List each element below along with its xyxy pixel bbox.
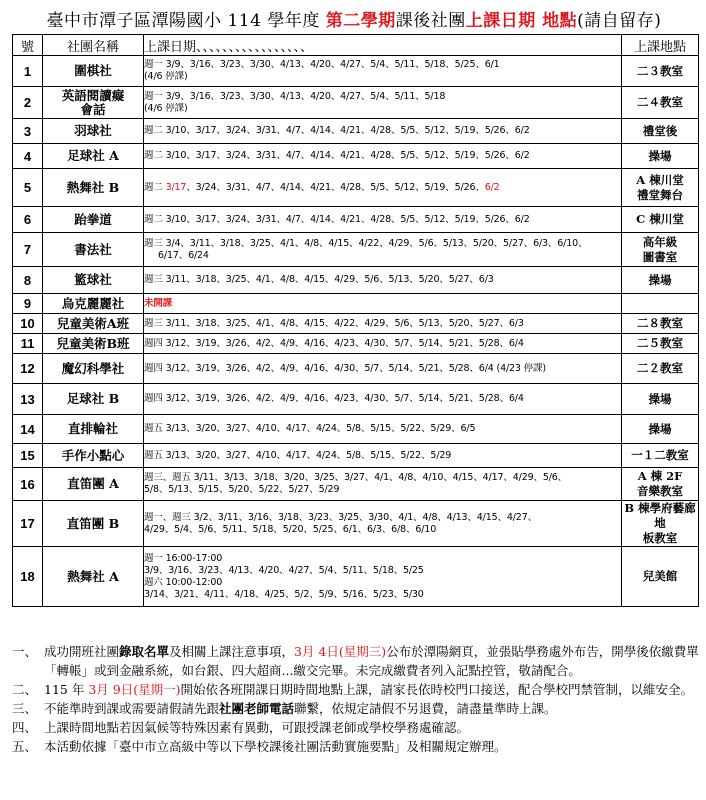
location: 兒美館 (622, 547, 699, 607)
notes-section (12, 642, 700, 756)
table-row (13, 169, 699, 207)
location: 操場 (622, 415, 699, 444)
note-3: 三、 不能準時到課或需要請假請先跟社團老師電話聯繫，依規定請假不另退費，請盡量準時上課。 (12, 701, 557, 716)
club-name: 直排輪社 (43, 415, 144, 444)
club-name: 跆拳道 (43, 207, 144, 233)
schedule-dates: 週一 3/9、3/16、3/23、3/30、4/13、4/20、4/27、5/4、5/11、5/18 (4/6 停課) (144, 87, 622, 119)
row-number: 3 (13, 119, 43, 144)
page-title (8, 6, 700, 31)
table-row (13, 87, 699, 119)
schedule-dates: 週三 3/11、3/18、3/25、4/1、4/8、4/15、4/22、4/29、5/6、5/13、5/20、5/27、6/3 (144, 314, 622, 334)
table-header-row (13, 35, 699, 56)
schedule-dates: 週三 3/11、3/18、3/25、4/1、4/8、4/15、4/29、5/6、5/13、5/20、5/27、6/3 (144, 267, 622, 294)
club-name: 熱舞社 A (43, 547, 144, 607)
club-name: 魔幻科學社 (43, 354, 144, 384)
schedule-dates: 週四 3/12、3/19、3/26、4/2、4/9、4/16、4/23、4/30、5/7、5/14、5/21、5/28、6/4 (144, 384, 622, 415)
row-number: 9 (13, 294, 43, 314)
row-number: 16 (13, 468, 43, 501)
schedule-dates: 週二 3/17、3/24、3/31、4/7、4/14、4/21、4/28、5/5、5/12、5/19、5/26、6/2 (144, 169, 622, 207)
row-number: 13 (13, 384, 43, 415)
title-part1: 臺中市潭子區潭陽國小 114 學年度 (46, 11, 326, 31)
header-dates: 上課日期、、、、、、、、、、、、、、、、、 (144, 35, 622, 56)
location: 二３教室 (622, 56, 699, 87)
schedule-dates: 週四 3/12、3/19、3/26、4/2、4/9、4/16、4/23、4/30、5/7、5/14、5/21、5/28、6/4 (144, 334, 622, 354)
table-row (13, 444, 699, 468)
location: 操場 (622, 144, 699, 169)
row-number: 1 (13, 56, 43, 87)
schedule-dates: 週二 3/10、3/17、3/24、3/31、4/7、4/14、4/21、4/28、5/5、5/12、5/19、5/26、6/2 (144, 144, 622, 169)
location: B 棟學府藝廊地 板教室 (622, 501, 699, 547)
schedule-dates: 週三、週五 3/11、3/13、3/18、3/20、3/25、3/27、4/1、4/8、4/10、4/15、4/17、4/29、5/6、 5/8、5/13、5/15、5/20、5/22、5/27、5/29 (144, 468, 622, 501)
row-number: 10 (13, 314, 43, 334)
row-number: 12 (13, 354, 43, 384)
location: A 棟川堂 禮堂舞台 (622, 169, 699, 207)
schedule-dates: 週一 3/9、3/16、3/23、3/30、4/13、4/20、4/27、5/4、5/11、5/18、5/25、6/1 (4/6 停課) (144, 56, 622, 87)
location: 高年級 圖書室 (622, 233, 699, 267)
row-number: 15 (13, 444, 43, 468)
table-row (13, 384, 699, 415)
location: 操場 (622, 267, 699, 294)
note-1: 一、 成功開班社團錄取名單及相關上課注意事項，3月 4日(星期三)公布於潭陽網頁，並張貼學務處外布告，開學後依繳費單「轉帳」或到金融系統，如台銀、四大超商...繳交完畢。未完成繳費者列入記點控管，敬請配合。 (12, 644, 699, 678)
not-open-label: 未開課 (144, 297, 173, 309)
location: 禮堂後 (622, 119, 699, 144)
location: 二５教室 (622, 334, 699, 354)
club-name: 直笛團 A (43, 468, 144, 501)
location: 二２教室 (622, 354, 699, 384)
location: 一１二教室 (622, 444, 699, 468)
club-name: 烏克麗麗社 (43, 294, 144, 314)
table-row (13, 314, 699, 334)
club-name: 熱舞社 B (43, 169, 144, 207)
location: C 棟川堂 (622, 207, 699, 233)
row-number: 5 (13, 169, 43, 207)
schedule-dates: 週四 3/12、3/19、3/26、4/2、4/9、4/16、4/30、5/7、5/14、5/21、5/28、6/4 (4/23 停課) (144, 354, 622, 384)
table-row (13, 334, 699, 354)
table-row (13, 501, 699, 547)
table-row (13, 144, 699, 169)
header-location: 上課地點 (622, 35, 699, 56)
club-name: 足球社 B (43, 384, 144, 415)
row-number: 4 (13, 144, 43, 169)
table-row (13, 468, 699, 501)
table-row (13, 56, 699, 87)
location (622, 294, 699, 314)
row-number: 2 (13, 87, 43, 119)
schedule-dates: 週五 3/13、3/20、3/27、4/10、4/17、4/24、5/8、5/15、5/22、5/29、6/5 (144, 415, 622, 444)
note-2: 二、 115 年 3月 9日(星期一)開始依各班開課日期時間地點上課，請家長依時校門口接送，配合學校門禁管制，以維安全。 (12, 682, 693, 697)
row-number: 17 (13, 501, 43, 547)
table-row (13, 267, 699, 294)
table-row (13, 207, 699, 233)
table-row (13, 233, 699, 267)
table-row (13, 547, 699, 607)
table-row (13, 354, 699, 384)
location: 操場 (622, 384, 699, 415)
title-highlight: 上課日期 地點 (465, 11, 578, 31)
club-name: 籃球社 (43, 267, 144, 294)
row-number: 14 (13, 415, 43, 444)
schedule-dates: 週二 3/10、3/17、3/24、3/31、4/7、4/14、4/21、4/28、5/5、5/12、5/19、5/26、6/2 (144, 207, 622, 233)
row-number: 8 (13, 267, 43, 294)
schedule-dates: 週一、週三 3/2、3/11、3/16、3/18、3/23、3/25、3/30、4/1、4/8、4/13、4/15、4/27、 4/29、5/4、5/6、5/11、5/18、5/20、5/25、6/1、6/3、6/8、6/10 (144, 501, 622, 547)
club-name: 兒童美術A班 (43, 314, 144, 334)
row-number: 6 (13, 207, 43, 233)
title-part2: 課後社團 (395, 11, 466, 31)
club-name: 直笛團 B (43, 501, 144, 547)
note-4: 四、 上課時間地點若因氣候等特殊因素有異動，可跟授課老師或學校學務處確認。 (12, 720, 470, 735)
note-5: 五、 本活動依據「臺中市立高級中等以下學校課後社團活動實施要點」及相關規定辦理。 (12, 739, 507, 754)
highlighted-date: 3/17 (165, 181, 187, 193)
header-number: 號 (13, 35, 43, 56)
row-number: 11 (13, 334, 43, 354)
table-row (13, 415, 699, 444)
location: 二４教室 (622, 87, 699, 119)
club-name: 兒童美術B班 (43, 334, 144, 354)
table-row (13, 294, 699, 314)
club-name: 書法社 (43, 233, 144, 267)
title-semester: 第二學期 (325, 11, 396, 31)
header-club-name: 社團名稱 (43, 35, 144, 56)
schedule-dates: 週三 3/4、3/11、3/18、3/25、4/1、4/8、4/15、4/22、4/29、5/6、5/13、5/20、5/27、6/3、6/10、 6/17、6/24 (144, 233, 622, 267)
club-name: 羽球社 (43, 119, 144, 144)
club-name: 英語閱讀癡 會話 (43, 87, 144, 119)
schedule-dates: 週一 16:00-17:00 3/9、3/16、3/23、4/13、4/20、4/27、5/4、5/11、5/18、5/25 週六 10:00-12:00 3/14、3/21、4/11、4/18、4/25、5/2、5/9、5/16、5/23、5/30 (144, 547, 622, 607)
schedule-table (12, 34, 699, 607)
row-number: 18 (13, 547, 43, 607)
title-note: (請自留存) (577, 11, 662, 31)
club-name: 足球社 A (43, 144, 144, 169)
club-name: 手作小點心 (43, 444, 144, 468)
location: 二８教室 (622, 314, 699, 334)
location: A 棟 2F 音樂教室 (622, 468, 699, 501)
club-name: 圍棋社 (43, 56, 144, 87)
schedule-dates (144, 294, 622, 314)
highlighted-date: 6/2 (484, 181, 500, 193)
row-number: 7 (13, 233, 43, 267)
schedule-dates: 週二 3/10、3/17、3/24、3/31、4/7、4/14、4/21、4/28、5/5、5/12、5/19、5/26、6/2 (144, 119, 622, 144)
table-row (13, 119, 699, 144)
schedule-dates: 週五 3/13、3/20、3/27、4/10、4/17、4/24、5/8、5/15、5/22、5/29 (144, 444, 622, 468)
